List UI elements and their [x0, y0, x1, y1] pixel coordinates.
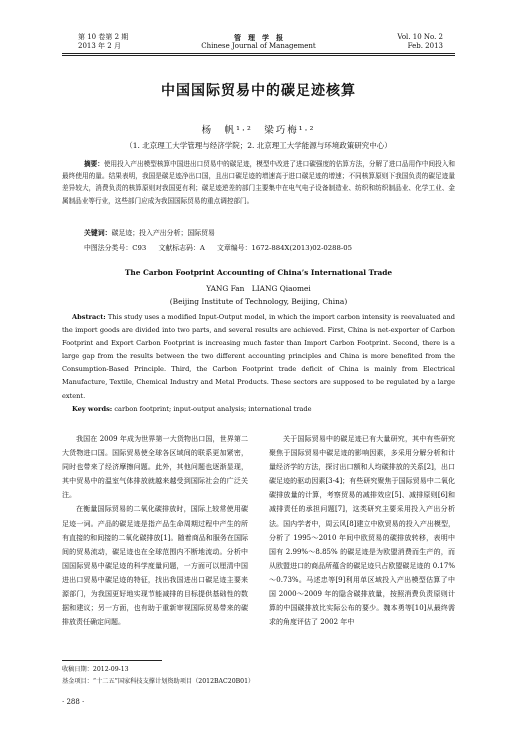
english-abstract: [62, 311, 455, 403]
journal-date-en: Feb. 2013: [407, 42, 443, 50]
body-paragraph: 关于国际贸易中的碳足迹已有大量研究，其中有些研究聚焦于国际贸易中碳足迹的影响因素，多采用分解分析和计量经济学的方法，探讨出口额和人均碳排放的关系[2]，出口碳足迹的驱动因素[3-4]；有些研究聚焦于国际贸易中二氧化碳排放量的计算，考察贸易的减排效应[5]、减排原则[6]和减排责任的承担问题[7]，这类研究主要采用投入产出分析法。国内学者中，周云风[8]建立中欧贸易的投入产出模型，分析了 1995～2010 年间中欧贸易的碳排放转移，表明中国有 2.99%～8.85% 的碳足迹是为欧盟消费而生产的，而从欧盟进口的商品所蕴含的碳足迹只占欧盟碳足迹的 0.17%～0.73%。马述忠等[9]利用单区域投入产出模型估算了中国 2000～2009 年的隐含碳排放量，按照消费负责原则计算的中国碳排放比实际公布的要少。魏本勇等[10]从最终需求的角度评估了 2002 年中: [269, 435, 455, 627]
journal-volume-en: Vol. 10 No. 2: [397, 33, 443, 41]
keywords-cn-text: 碳足迹；投入产出分析；国际贸易: [111, 229, 215, 237]
header-right: [397, 33, 443, 51]
keywords-cn: [84, 227, 215, 237]
english-keywords-label: Key words:: [72, 405, 113, 413]
body-paragraph: 我国在 2009 年成为世界第一大货物出口国，世界第二大货物进口国。国际贸易使全球各区域间的联系更加紧密，同时也带来了经济摩擦问题。此外，其他问题也逐渐显现，其中贸易中的温室气体排放就越来越受到国际社会的广泛关注。: [62, 435, 248, 500]
abstract-cn: [62, 158, 455, 207]
english-abstract-text: This study uses a modified Input-Output model, in which the import carbon intensity is reevaluated and the import goods are divided into two parts, and several results are achieved. First, China is net-exporter of Carbon Footprint and Export Carbon Footprint is increasing much faster than Import Carbon Footprint. Second, there is a large gap from the results between the two different accounting principles and China is more benefited from the Consumption-Based Principle. Third, the Carbon Footprint trade deficit of China is mainly from Electrical Manufacture, Textile, Chemical Industry and Metal Products. These sectors are supposed to be regulated by a large extent.: [62, 313, 455, 400]
abstract-cn-label: 摘要：: [84, 160, 104, 168]
english-abstract-label: Abstract:: [72, 313, 106, 321]
footnote-fund: 基金项目：“十二五”国家科技支撑计划资助项目（2012BAC20B01）: [62, 678, 255, 685]
clc-number: 中图法分类号：C93: [84, 244, 147, 252]
doc-code: 文献标志码：A: [158, 244, 205, 252]
journal-name-en: Chinese Journal of Management: [201, 42, 316, 50]
journal-volume: 第 10 卷第 2 期: [78, 33, 129, 41]
page-number: · 288 ·: [62, 698, 85, 706]
paper-affiliation: （1. 北京理工大学管理与经济学院；2. 北京理工大学能源与环境政策研究中心）: [125, 141, 392, 150]
body-column-left: [62, 432, 248, 629]
paper-title: 中国国际贸易中的碳足迹核算: [161, 83, 356, 99]
header-rule-thin: [62, 55, 455, 56]
english-authors: YANG Fan LIANG Qiaomei: [206, 284, 311, 293]
english-keywords: [62, 405, 311, 413]
body-paragraph: 在衡量国际贸易的二氧化碳排放时，国际上较常使用碳足迹一词。产品的碳足迹是指产品生命周期过程中产生的所有直接的和间接的二氧化碳排放[1]。随着商品和服务在国际间的贸易流动，碳足迹也在全球范围内不断地流动。分析中国国际贸易中碳足迹的科学度量问题，一方面可以厘清中国进出口贸易中碳足迹的特征，找出我国进出口碳足迹主要来源部门，为我国更好地实现节能减排的目标提供基础性的数据和建议；另一方面，也有助于重新审视国际贸易带来的碳排放责任确定问题。: [62, 505, 248, 627]
keywords-cn-label: 关键词：: [84, 229, 112, 237]
article-number: 文章编号：1672-884X(2013)02-0288-05: [217, 244, 353, 252]
english-keywords-text: carbon footprint; input-output analysis; international trade: [112, 405, 312, 413]
english-title: The Carbon Footprint Accounting of China’s International Trade: [124, 268, 393, 277]
body-column-right: [269, 432, 455, 629]
abstract-cn-text: 使用投入产出模型核算中国进出口贸易中的碳足迹，模型中改进了进口碳强度的估算方法，分解了进口品用作中间投入和最终使用的量。结果表明，我国是碳足迹净出口国，且出口碳足迹的增速高于进口碳足迹的增速；不同核算原则下我国负责的碳足迹量差异较大，消费负责的核算原则对我国更有利；碳足迹逆差的部门主要集中在电气电子设备制造业、纺织和纺织制品业、化学工业、金属制品业等行业，这些部门应成为我国国际贸易的重点调控部门。: [62, 160, 456, 205]
classification-line: [84, 242, 362, 252]
journal-name-cn: 管 理 学 报: [234, 33, 283, 42]
english-affiliation: (Beijing Institute of Technology, Beijing, China): [169, 297, 348, 306]
journal-date: 2013 年 2 月: [78, 42, 121, 50]
header-rule: [62, 53, 455, 54]
footnote-rule: [62, 660, 162, 661]
paper-authors: 杨 帆¹·² 梁巧梅¹·²: [201, 125, 316, 136]
footnote-received: 收稿日期：2012-09-13: [62, 666, 129, 673]
